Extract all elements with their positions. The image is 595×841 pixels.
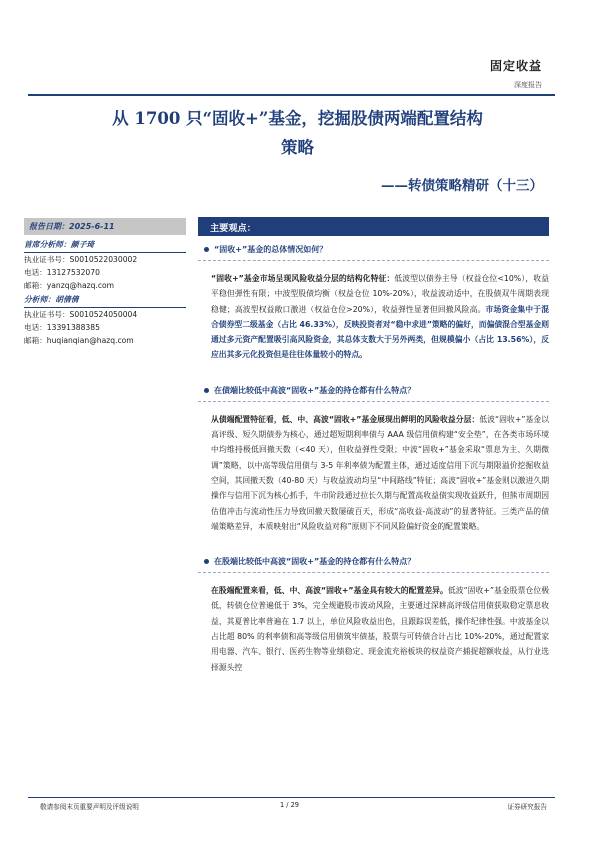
report-title [30,104,565,162]
main-content [198,217,549,675]
paragraph-2 [211,412,549,534]
paragraph-1 [211,271,549,363]
analyst-second-email[interactable]: 邮箱：huqianqian@hazq.com [24,336,134,345]
analyst-second-phone: 电话：13391388385 [24,323,100,332]
analyst-chief-email[interactable]: 邮箱：yanzq@hazq.com [24,281,115,290]
question-2-text: 在债端比较低中高波“固收+”基金的持仓都有什么特点？ [214,385,416,395]
question-3-text: 在股端比较低中高波“固收+”基金的持仓都有什么特点？ [214,557,416,567]
report-date: 报告日期：2025-6-11 [24,218,186,235]
paragraph-3-body: 低波“固收+”基金股票仓位极低，转债仓位普遍低于 3%，完全规避股市波动风险，主要通过深耕高评级信用债获取稳定票息收益，其夏普比率普遍在 1.7 以上，单位风险收益出色，且跟踪误差低，操作纪律性强。中波基金以占比超 80% 的利率债和高等级信用债筑牢债基，股票与可转债合计占比 10%-20%，通过配置家用电器、汽车、银行、医药生物等业绩稳定、现金流充裕板块的权益资产捕捉超额收益，从行业选择源头控 [211,586,549,672]
page-number: 1 / 29 [280,801,299,809]
question-2 [198,385,549,402]
analyst-chief: 首席分析师：颜子琦 [24,239,186,253]
section-title: 主要观点： [198,217,549,236]
title-line-1: 从 1700 只“固收+”基金，挖掘股债两端配置结构 [112,109,483,128]
report-header [490,57,542,90]
report-type: 深度报告 [514,81,542,89]
analyst-chief-phone: 电话：13127532070 [24,268,100,277]
bullet-icon [204,388,209,393]
paragraph-2-lead: 从债端配置特征看，低、中、高波“固收+”基金展现出鲜明的风险收益分层： [211,414,480,424]
paragraph-1-body: 低波型以债券主导（权益仓位<10%），收益平稳但弹性有限；中波型股债均衡（权益仓位 10%-20%），收益波动适中，在股债双牛周期表现稳健；高波型权益敞口激进（权益仓位>20%），收益弹性显著但回撤风险高。 [211,274,549,314]
analyst-chief-cert: 执业证书号：S0010522030002 [24,255,138,264]
header-divider [28,94,555,96]
paragraph-1-lead: “固收+”基金市场呈现风险收益分层的结构化特征： [211,274,395,283]
question-3 [198,556,549,573]
bullet-icon [204,247,209,252]
question-1-text: “固收+”基金的总体情况如何？ [214,245,328,254]
paragraph-3 [211,583,549,675]
bullet-icon [204,559,209,564]
paragraph-3-lead: 在股端配置来看，低、中、高波“固收+”基金具有较大的配置差异。 [211,586,448,596]
analyst-second: 分析师：胡倩倩 [24,294,186,308]
report-category: 固定收益 [489,59,542,73]
analyst-second-cert: 执业证书号：S0010524050004 [24,310,138,319]
footer-divider [28,797,555,798]
paragraph-1-emphasis: 市场资金集中于混合债券型二级基金（占比 46.33%），反映投资者对“稳中求进”策略的偏好，而偏债混合型基金则通过多元资产配置吸引高风险资金，其总体支数大于另外两类，但规模偏小（占比 13.56%），反应出其多元化投资但是往往体量较小的特点。 [211,304,549,360]
footer-report-label: 证券研究报告 [507,803,547,811]
report-subtitle: ——转债策略精研（十三） [381,178,543,194]
title-line-2: 策略 [281,138,314,157]
paragraph-2-body: 低波“固收+”基金以高评级、短久期债券为核心，通过超短期利率债与 AAA 级信用债构建“安全垫”，在各类市场环境中均维持极低回撤天数（<40 天），但收益弹性受限；中波“固收+”基金采取“票息为主、久期微调”策略，以中高等级信用债与 3-5 年利率债为配置主体，通过适度信用下沉与期限溢价挖掘收益空间，其回撤天数（40-80 天）与收益波动均呈“中间路线”特征；高波“固收+”基金则以激进久期操作与信用下沉为核心抓手，牛市阶段通过拉长久期与配置高收益债实现收益跃升，但熊市周期因估值冲击与流动性压力导致回撤天数屡破百天，形成“高收益-高波动”的显著特征。三类产品的债端策略差异，本质映射出“风险收益对称”原则下不同风险偏好资金的配置策略。 [211,414,549,531]
footer-disclaimer: 敬请参阅末页重要声明及评级说明 [40,803,139,811]
question-1 [198,244,549,261]
analyst-sidebar [24,218,186,347]
